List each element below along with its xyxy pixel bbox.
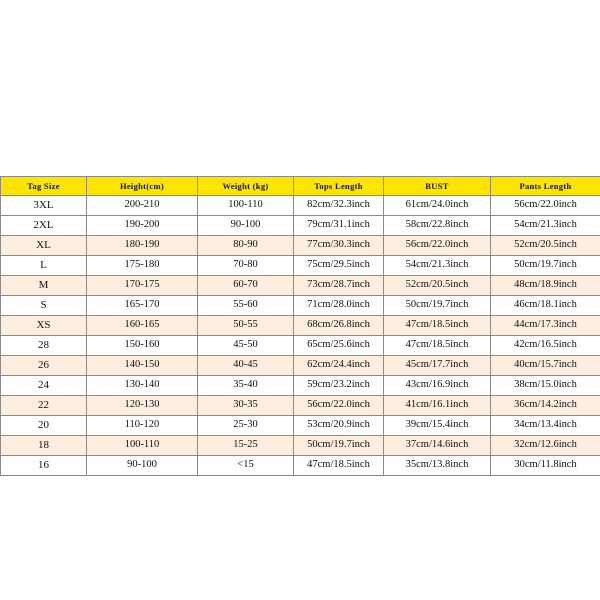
table-row: [1, 256, 600, 276]
size-chart-table: [0, 176, 600, 476]
table-row: [1, 276, 600, 296]
cell-tops-length: 50cm/19.7inch: [294, 436, 384, 456]
cell-pants-length: 46cm/18.1inch: [491, 296, 600, 316]
cell-weight: 15-25: [198, 436, 294, 456]
cell-weight: 45-50: [198, 336, 294, 356]
cell-bust: 41cm/16.1inch: [384, 396, 491, 416]
cell-weight: 30-35: [198, 396, 294, 416]
cell-bust: 39cm/15.4inch: [384, 416, 491, 436]
cell-tag-size: M: [1, 276, 87, 296]
cell-tag-size: 2XL: [1, 216, 87, 236]
cell-pants-length: 52cm/20.5inch: [491, 236, 600, 256]
cell-tag-size: 26: [1, 356, 87, 376]
cell-tag-size: 16: [1, 456, 87, 476]
cell-height: 175-180: [87, 256, 198, 276]
cell-weight: 70-80: [198, 256, 294, 276]
cell-tops-length: 65cm/25.6inch: [294, 336, 384, 356]
cell-tag-size: S: [1, 296, 87, 316]
cell-pants-length: 50cm/19.7inch: [491, 256, 600, 276]
cell-pants-length: 36cm/14.2inch: [491, 396, 600, 416]
cell-weight: 40-45: [198, 356, 294, 376]
cell-tag-size: XS: [1, 316, 87, 336]
cell-tops-length: 62cm/24.4inch: [294, 356, 384, 376]
cell-height: 165-170: [87, 296, 198, 316]
cell-bust: 56cm/22.0inch: [384, 236, 491, 256]
cell-tag-size: 24: [1, 376, 87, 396]
cell-pants-length: 48cm/18.9inch: [491, 276, 600, 296]
cell-height: 90-100: [87, 456, 198, 476]
cell-bust: 45cm/17.7inch: [384, 356, 491, 376]
cell-weight: 80-90: [198, 236, 294, 256]
cell-pants-length: 44cm/17.3inch: [491, 316, 600, 336]
cell-pants-length: 30cm/11.8inch: [491, 456, 600, 476]
cell-height: 160-165: [87, 316, 198, 336]
table-row: [1, 456, 600, 476]
table-row: [1, 356, 600, 376]
cell-tag-size: 28: [1, 336, 87, 356]
table-header: [1, 177, 600, 196]
cell-bust: 58cm/22.8inch: [384, 216, 491, 236]
cell-bust: 43cm/16.9inch: [384, 376, 491, 396]
cell-bust: 52cm/20.5inch: [384, 276, 491, 296]
cell-bust: 35cm/13.8inch: [384, 456, 491, 476]
table-row: [1, 216, 600, 236]
cell-pants-length: 42cm/16.5inch: [491, 336, 600, 356]
cell-tag-size: 18: [1, 436, 87, 456]
cell-pants-length: 32cm/12.6inch: [491, 436, 600, 456]
table-row: [1, 436, 600, 456]
cell-weight: <15: [198, 456, 294, 476]
table-row: [1, 376, 600, 396]
cell-tag-size: L: [1, 256, 87, 276]
table-row: [1, 236, 600, 256]
cell-tops-length: 56cm/22.0inch: [294, 396, 384, 416]
cell-height: 120-130: [87, 396, 198, 416]
cell-tops-length: 53cm/20.9inch: [294, 416, 384, 436]
cell-pants-length: 34cm/13.4inch: [491, 416, 600, 436]
column-header-weight: Weight (kg): [198, 177, 294, 196]
cell-tops-length: 77cm/30.3inch: [294, 236, 384, 256]
cell-tops-length: 75cm/29.5inch: [294, 256, 384, 276]
cell-height: 110-120: [87, 416, 198, 436]
cell-bust: 47cm/18.5inch: [384, 336, 491, 356]
cell-height: 190-200: [87, 216, 198, 236]
cell-height: 180-190: [87, 236, 198, 256]
cell-tag-size: XL: [1, 236, 87, 256]
cell-bust: 61cm/24.0inch: [384, 196, 491, 216]
cell-height: 140-150: [87, 356, 198, 376]
cell-tops-length: 68cm/26.8inch: [294, 316, 384, 336]
table-row: [1, 416, 600, 436]
column-header-height: Height(cm): [87, 177, 198, 196]
cell-weight: 60-70: [198, 276, 294, 296]
cell-height: 200-210: [87, 196, 198, 216]
cell-tops-length: 79cm/31.1inch: [294, 216, 384, 236]
cell-weight: 55-60: [198, 296, 294, 316]
column-header-pants-length: Pants Length: [491, 177, 600, 196]
cell-tag-size: 20: [1, 416, 87, 436]
cell-height: 130-140: [87, 376, 198, 396]
column-header-tag-size: Tag Size: [1, 177, 87, 196]
cell-tag-size: 22: [1, 396, 87, 416]
cell-bust: 47cm/18.5inch: [384, 316, 491, 336]
table-body: [1, 196, 600, 476]
table-row: [1, 396, 600, 416]
cell-pants-length: 40cm/15.7inch: [491, 356, 600, 376]
cell-bust: 50cm/19.7inch: [384, 296, 491, 316]
cell-weight: 25-30: [198, 416, 294, 436]
table-row: [1, 296, 600, 316]
cell-height: 170-175: [87, 276, 198, 296]
cell-pants-length: 54cm/21.3inch: [491, 216, 600, 236]
cell-height: 150-160: [87, 336, 198, 356]
table-row: [1, 196, 600, 216]
table-header-row: [1, 177, 600, 196]
cell-weight: 90-100: [198, 216, 294, 236]
table-row: [1, 336, 600, 356]
cell-tag-size: 3XL: [1, 196, 87, 216]
cell-tops-length: 82cm/32.3inch: [294, 196, 384, 216]
cell-tops-length: 73cm/28.7inch: [294, 276, 384, 296]
column-header-tops-length: Tops Length: [294, 177, 384, 196]
cell-tops-length: 71cm/28.0inch: [294, 296, 384, 316]
cell-height: 100-110: [87, 436, 198, 456]
cell-tops-length: 59cm/23.2inch: [294, 376, 384, 396]
cell-pants-length: 38cm/15.0inch: [491, 376, 600, 396]
cell-bust: 37cm/14.6inch: [384, 436, 491, 456]
cell-weight: 35-40: [198, 376, 294, 396]
cell-weight: 100-110: [198, 196, 294, 216]
cell-weight: 50-55: [198, 316, 294, 336]
cell-tops-length: 47cm/18.5inch: [294, 456, 384, 476]
column-header-bust: BUST: [384, 177, 491, 196]
cell-bust: 54cm/21.3inch: [384, 256, 491, 276]
cell-pants-length: 56cm/22.0inch: [491, 196, 600, 216]
table-row: [1, 316, 600, 336]
